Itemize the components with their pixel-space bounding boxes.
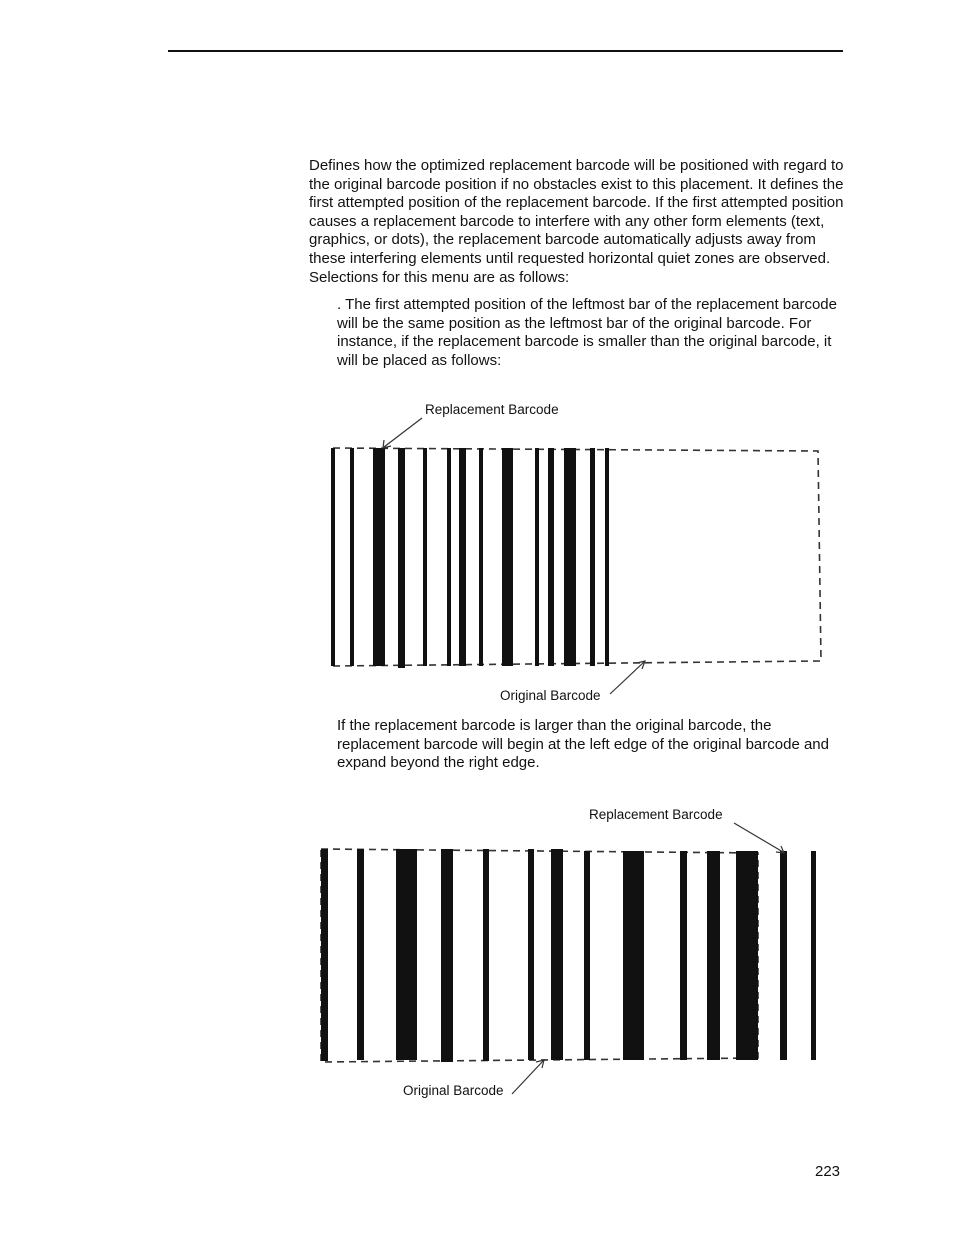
figure2-original-label: Original Barcode: [403, 1083, 504, 1098]
figure1-original-label: Original Barcode: [500, 688, 601, 703]
figure1-replacement-label: Replacement Barcode: [425, 402, 559, 417]
figure2-replacement-bars: [321, 849, 816, 1062]
option-left-paragraph: . The first attempted position of the leftmost bar of the replacement barcode will be the same position as the leftmost bar of the original barcode. For instance, if the replacement barcode is smaller than the original barcode, it will be placed as follows:: [337, 296, 837, 369]
larger-case-paragraph: If the replacement barcode is larger than the original barcode, the replacement barcode will begin at the left edge of the original barcode and expand beyond the right edge.: [337, 717, 829, 772]
intro-paragraph: Defines how the optimized replacement barcode will be positioned with regard to the original barcode position if no obstacles exist to this placement. It defines the first attempted position of the replacement barcode. If the first attempted position causes a replacement barcode to interfere with any other form elements (text, graphics, or dots), the replacement barcode automatically adjusts away from these interfering elements until requested horizontal quiet zones are observed. Selections for this menu are as follows:: [309, 157, 844, 286]
figure2-replacement-label: Replacement Barcode: [589, 807, 723, 822]
page-number: 223: [815, 1163, 841, 1180]
figure2-original-outline: [321, 849, 758, 1062]
